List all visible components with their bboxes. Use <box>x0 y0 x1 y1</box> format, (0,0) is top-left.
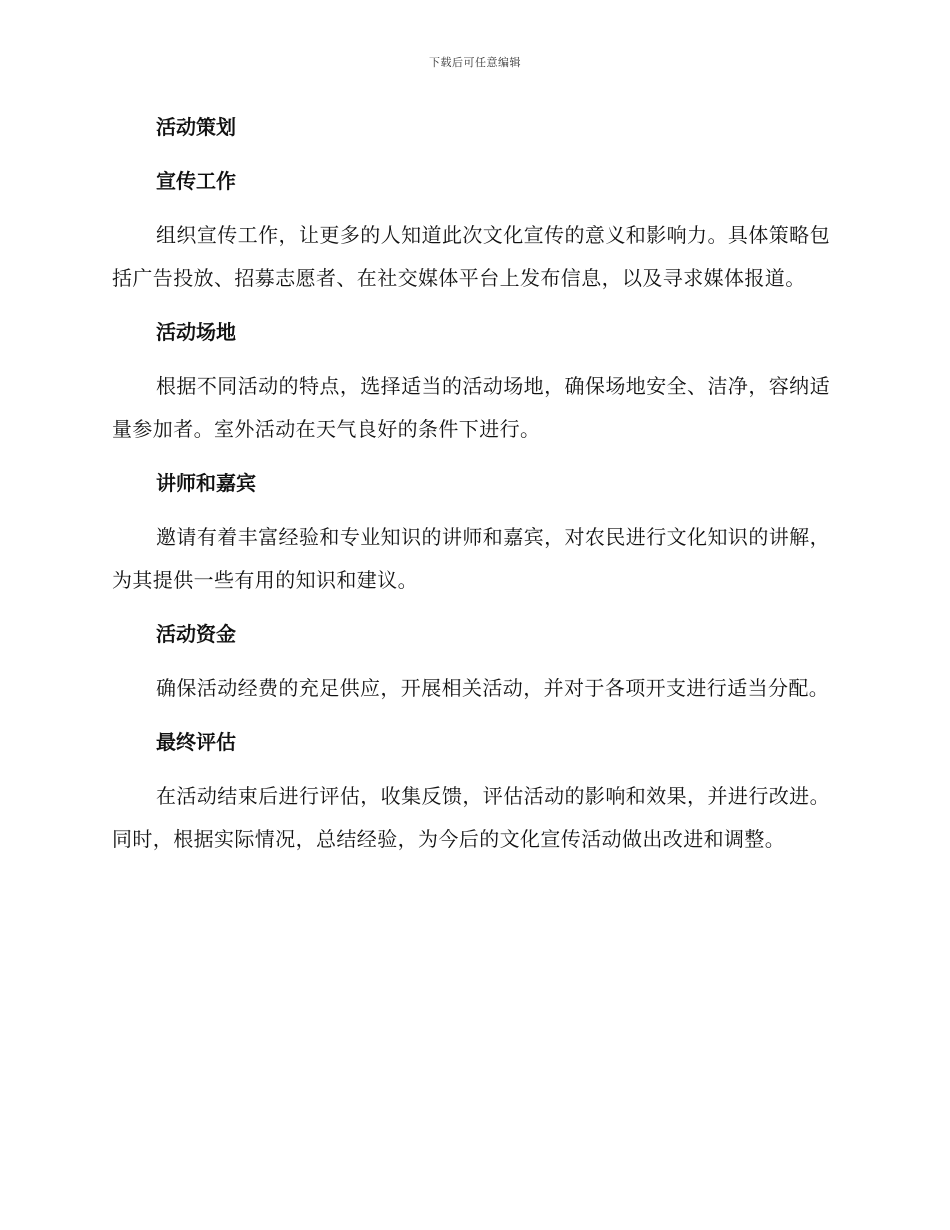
document-body <box>112 106 830 872</box>
section-body-venue: 根据不同活动的特点，选择适当的活动场地，确保场地安全、洁净，容纳适量参加者。室外活动在天气良好的条件下进行。 <box>112 374 830 441</box>
section-heading-evaluation: 最终评估 <box>156 730 236 754</box>
section-heading-venue: 活动场地 <box>156 320 236 344</box>
section-body-publicity: 组织宣传工作，让更多的人知道此次文化宣传的意义和影响力。具体策略包括广告投放、招募志愿者、在社交媒体平台上发布信息，以及寻求媒体报道。 <box>112 223 830 290</box>
section-heading-funding: 活动资金 <box>156 622 236 646</box>
document-title: 活动策划 <box>156 115 236 139</box>
section-heading-publicity: 宣传工作 <box>156 169 236 193</box>
header-note: 下载后可任意编辑 <box>429 56 521 69</box>
section-body-funding: 确保活动经费的充足供应，开展相关活动，并对于各项开支进行适当分配。 <box>156 676 830 700</box>
section-body-evaluation: 在活动结束后进行评估，收集反馈，评估活动的影响和效果，并进行改进。同时，根据实际情况，总结经验，为今后的文化宣传活动做出改进和调整。 <box>112 784 830 851</box>
section-body-speakers: 邀请有着丰富经验和专业知识的讲师和嘉宾，对农民进行文化知识的讲解，为其提供一些有用的知识和建议。 <box>112 525 830 592</box>
section-heading-speakers: 讲师和嘉宾 <box>156 471 256 495</box>
